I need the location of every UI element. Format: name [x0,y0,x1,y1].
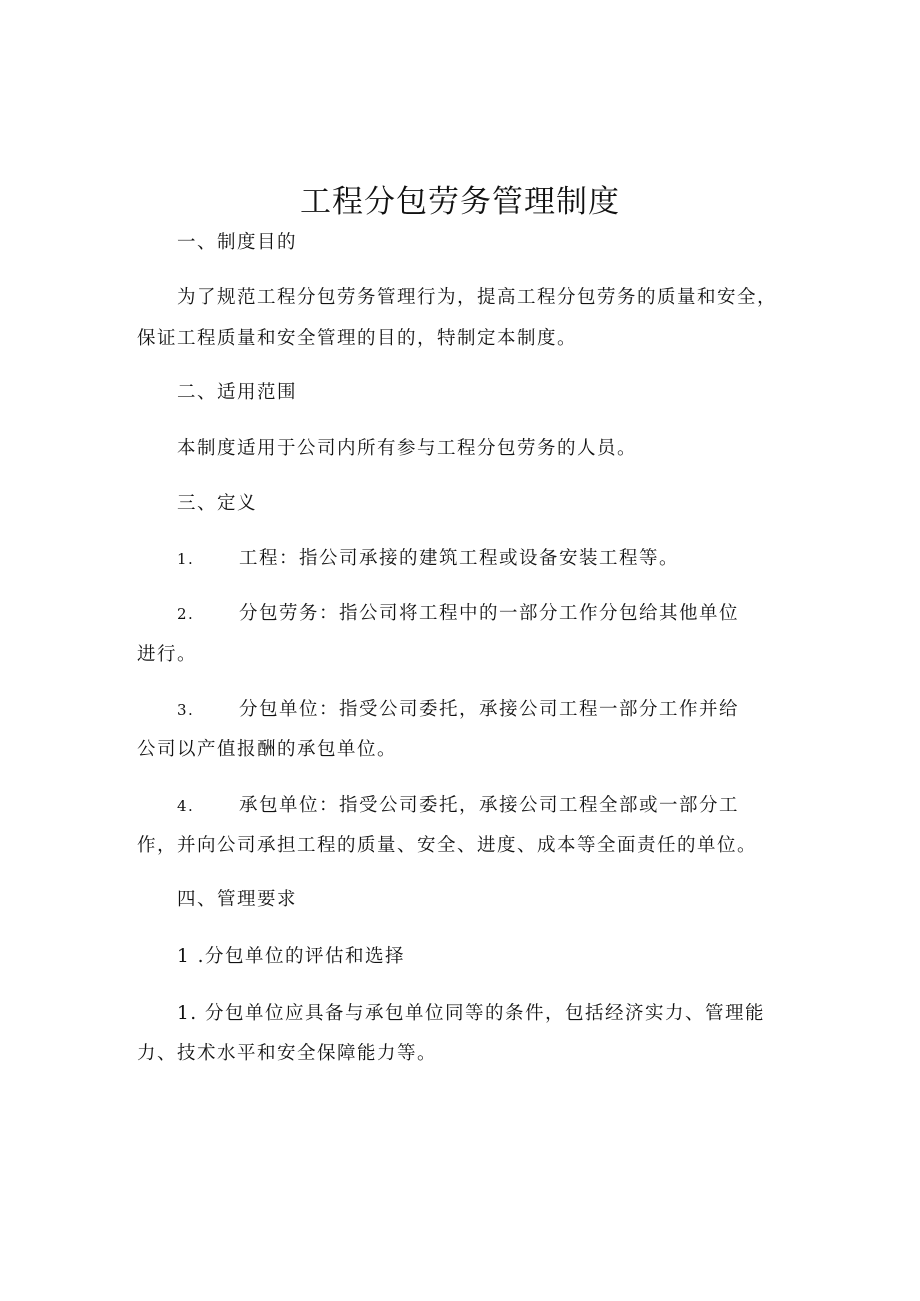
item-text: 承包单位：指受公司委托，承接公司工程全部或一部分工 [239,795,740,816]
paragraph-line: 作，并向公司承担工程的质量、安全、进度、成本等全面责任的单位。 [137,835,758,856]
item-number: 1. [177,550,195,568]
item-text: 分包单位：指受公司委托，承接公司工程一部分工作并给 [239,699,740,720]
paragraph-line: 保证工程质量和安全管理的目的，特制定本制度。 [137,328,578,349]
paragraph-line: 本制度适用于公司内所有参与工程分包劳务的人员。 [177,438,638,459]
paragraph-line: 公司以产值报酬的承包单位。 [137,739,398,760]
section-heading: 四、管理要求 [177,889,298,910]
item-number: 2. [177,605,195,623]
item-text: 分包劳务：指公司将工程中的一部分工作分包给其他单位 [239,603,740,624]
item-number: 4. [177,797,195,815]
item-text: 工程：指公司承接的建筑工程或设备安装工程等。 [239,548,680,569]
document-title: 工程分包劳务管理制度 [300,184,620,220]
definition-item [177,602,739,626]
definition-item [177,794,739,818]
subsection-heading: 1 .分包单位的评估和选择 [177,946,406,967]
definition-item [177,547,679,571]
section-heading: 一、制度目的 [177,232,298,253]
section-heading: 二、适用范围 [177,382,298,403]
paragraph-line: 力、技术水平和安全保障能力等。 [137,1043,438,1064]
item-number: 3. [177,701,195,719]
paragraph-line: 1. 分包单位应具备与承包单位同等的条件，包括经济实力、管理能 [177,1003,766,1024]
section-heading: 三、定义 [177,493,258,514]
paragraph-line: 为了规范工程分包劳务管理行为，提高工程分包劳务的质量和安全， [177,287,778,308]
paragraph-line: 进行。 [137,644,198,665]
definition-item [177,698,739,722]
